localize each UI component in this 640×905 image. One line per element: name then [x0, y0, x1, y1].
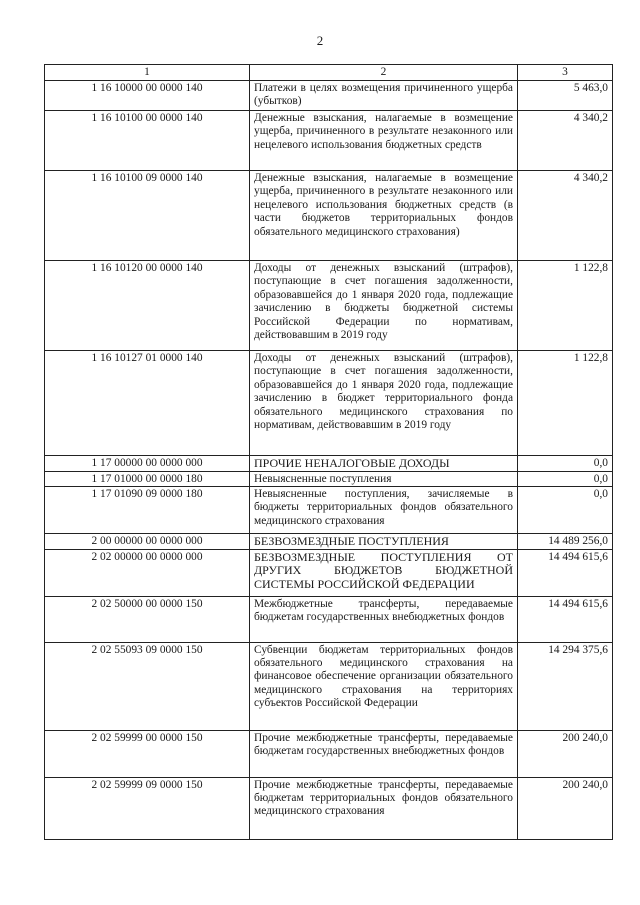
row-code: 1 17 00000 00 0000 000: [45, 456, 250, 472]
row-amount: 200 240,0: [518, 730, 613, 777]
table-row: [45, 730, 613, 777]
row-amount: 4 340,2: [518, 111, 613, 171]
row-code: 1 16 10127 01 0000 140: [45, 351, 250, 456]
table-row: [45, 777, 613, 839]
table-row: [45, 261, 613, 351]
column-header-description: 2: [250, 65, 518, 81]
column-header-amount: 3: [518, 65, 613, 81]
table-header-row: [45, 65, 613, 81]
row-description: Доходы от денежных взысканий (штрафов), поступающие в счет погашения задолженности, образовавшейся до 1 января 2020 года, подлежащие зачислению в бюджет территориального фонда обязательного медицинского страхования по нормативам, действовавшим в 2019 году: [250, 351, 518, 456]
row-description: Прочие межбюджетные трансферты, передаваемые бюджетам государственных внебюджетных фондов: [250, 730, 518, 777]
row-description: БЕЗВОЗМЕЗДНЫЕ ПОСТУПЛЕНИЯ ОТ ДРУГИХ БЮДЖЕТОВ БЮДЖЕТНОЙ СИСТЕМЫ РОССИЙСКОЙ ФЕДЕРАЦИИ: [250, 549, 518, 596]
row-code: 2 02 59999 09 0000 150: [45, 777, 250, 839]
row-code: 1 17 01000 00 0000 180: [45, 471, 250, 486]
table-row: [45, 81, 613, 111]
column-header-code: 1: [45, 65, 250, 81]
row-description: Денежные взыскания, налагаемые в возмещение ущерба, причиненного в результате незаконного или нецелевого использования бюджетных средств: [250, 111, 518, 171]
row-amount: 14 294 375,6: [518, 642, 613, 730]
row-amount: 0,0: [518, 456, 613, 472]
row-code: 1 16 10100 09 0000 140: [45, 171, 250, 261]
row-description: БЕЗВОЗМЕЗДНЫЕ ПОСТУПЛЕНИЯ: [250, 534, 518, 550]
row-description: Прочие межбюджетные трансферты, передаваемые бюджетам территориальных фондов обязательного медицинского страхования: [250, 777, 518, 839]
row-description: Доходы от денежных взысканий (штрафов), поступающие в счет погашения задолженности, образовавшейся до 1 января 2020 года, подлежащие зачислению в бюджеты бюджетной системы Российской Федерации по нормативам, действовавшим в 2019 году: [250, 261, 518, 351]
table-row: [45, 471, 613, 486]
row-amount: 14 489 256,0: [518, 534, 613, 550]
row-code: 2 02 00000 00 0000 000: [45, 549, 250, 596]
row-amount: 5 463,0: [518, 81, 613, 111]
row-code: 2 02 55093 09 0000 150: [45, 642, 250, 730]
row-code: 2 02 50000 00 0000 150: [45, 596, 250, 642]
table-row: [45, 534, 613, 550]
table-row: [45, 487, 613, 534]
row-code: 1 16 10100 00 0000 140: [45, 111, 250, 171]
row-code: 2 00 00000 00 0000 000: [45, 534, 250, 550]
row-code: 1 16 10120 00 0000 140: [45, 261, 250, 351]
table-row: [45, 111, 613, 171]
row-description: Невыясненные поступления: [250, 471, 518, 486]
row-amount: 14 494 615,6: [518, 549, 613, 596]
row-amount: 4 340,2: [518, 171, 613, 261]
row-code: 1 17 01090 09 0000 180: [45, 487, 250, 534]
row-amount: 1 122,8: [518, 351, 613, 456]
row-description: ПРОЧИЕ НЕНАЛОГОВЫЕ ДОХОДЫ: [250, 456, 518, 472]
table-row: [45, 456, 613, 472]
row-code: 2 02 59999 00 0000 150: [45, 730, 250, 777]
table-row: [45, 549, 613, 596]
row-amount: 14 494 615,6: [518, 596, 613, 642]
page-number: 2: [316, 33, 324, 48]
row-amount: 0,0: [518, 487, 613, 534]
table-row: [45, 642, 613, 730]
table-row: [45, 171, 613, 261]
row-description: Денежные взыскания, налагаемые в возмещение ущерба, причиненного в результате незаконного или нецелевого использования бюджетных средств (в части бюджетов территориальных фондов обязательного медицинского страхования): [250, 171, 518, 261]
row-description: Субвенции бюджетам территориальных фондов обязательного медицинского страхования на финансовое обеспечение организации обязательного медицинского страхования на территориях субъектов Российской Федерации: [250, 642, 518, 730]
row-amount: 1 122,8: [518, 261, 613, 351]
row-description: Межбюджетные трансферты, передаваемые бюджетам государственных внебюджетных фондов: [250, 596, 518, 642]
table-row: [45, 351, 613, 456]
revenue-table: [44, 64, 613, 840]
row-amount: 0,0: [518, 471, 613, 486]
row-description: Невыясненные поступления, зачисляемые в бюджеты территориальных фондов обязательного медицинского страхования: [250, 487, 518, 534]
table-row: [45, 596, 613, 642]
row-amount: 200 240,0: [518, 777, 613, 839]
row-description: Платежи в целях возмещения причиненного ущерба (убытков): [250, 81, 518, 111]
row-code: 1 16 10000 00 0000 140: [45, 81, 250, 111]
